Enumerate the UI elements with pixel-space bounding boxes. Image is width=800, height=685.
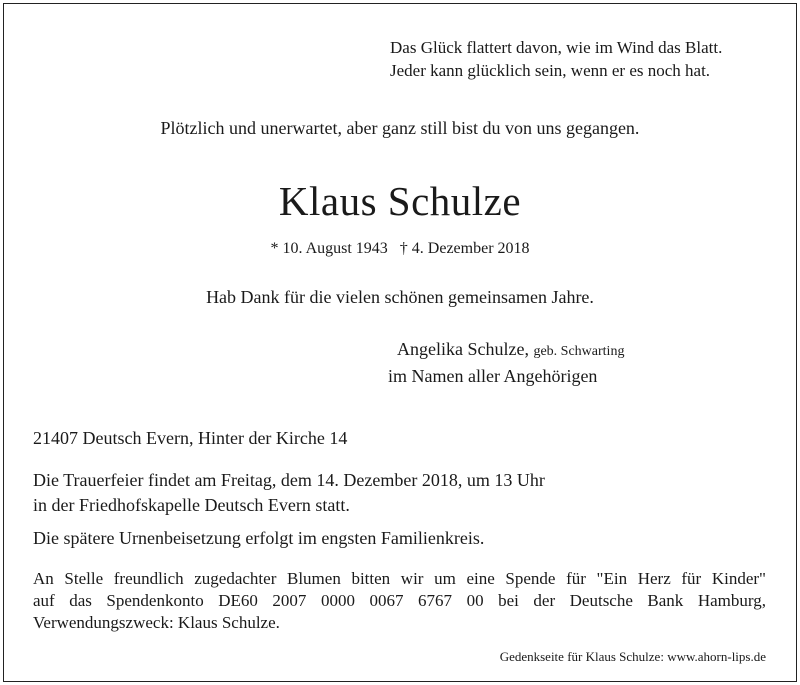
signature-relatives-line: im Namen aller Angehörigen <box>388 366 598 386</box>
signature-name: Angelika Schulze, <box>397 339 529 359</box>
intro-text: Plötzlich und unerwartet, aber ganz still bist du von uns gegangen. <box>160 118 640 138</box>
memorial-website: Gedenkseite für Klaus Schulze: www.ahorn-lips.de <box>499 649 766 664</box>
signature-maiden-name: geb. Schwarting <box>533 344 625 359</box>
deceased-name: Klaus Schulze <box>278 178 522 224</box>
birth-date: * 10. August 1943 <box>270 240 388 257</box>
poem-line-1: Das Glück flattert davon, wie im Wind das Blatt. <box>390 38 723 57</box>
signature-name-line <box>397 339 624 360</box>
donation-line-3: Verwendungszweck: Klaus Schulze. <box>33 613 280 632</box>
ceremony-info <box>33 468 545 518</box>
poem-line-2: Jeder kann glücklich sein, wenn er es noch hat. <box>390 61 711 80</box>
life-dates <box>0 240 800 258</box>
burial-info: Die spätere Urnenbeisetzung erfolgt im engsten Familienkreis. <box>33 528 485 548</box>
address: 21407 Deutsch Evern, Hinter der Kirche 14 <box>33 428 348 448</box>
death-date: † 4. Dezember 2018 <box>399 240 530 257</box>
donation-line-2: auf das Spendenkonto DE60 2007 0000 0067 6767 00 bei der Deutsche Bank Hamburg, <box>33 591 766 610</box>
thanks-text: Hab Dank für die vielen schönen gemeinsamen Jahre. <box>206 287 594 307</box>
donation-line-1: An Stelle freundlich zugedachter Blumen bitten wir um eine Spende für "Ein Herz für Kinder" <box>33 569 766 588</box>
poem <box>390 36 722 82</box>
donation-info <box>33 568 766 634</box>
ceremony-line-2: in der Friedhofskapelle Deutsch Evern statt. <box>33 495 350 515</box>
ceremony-line-1: Die Trauerfeier findet am Freitag, dem 14. Dezember 2018, um 13 Uhr <box>33 470 545 490</box>
